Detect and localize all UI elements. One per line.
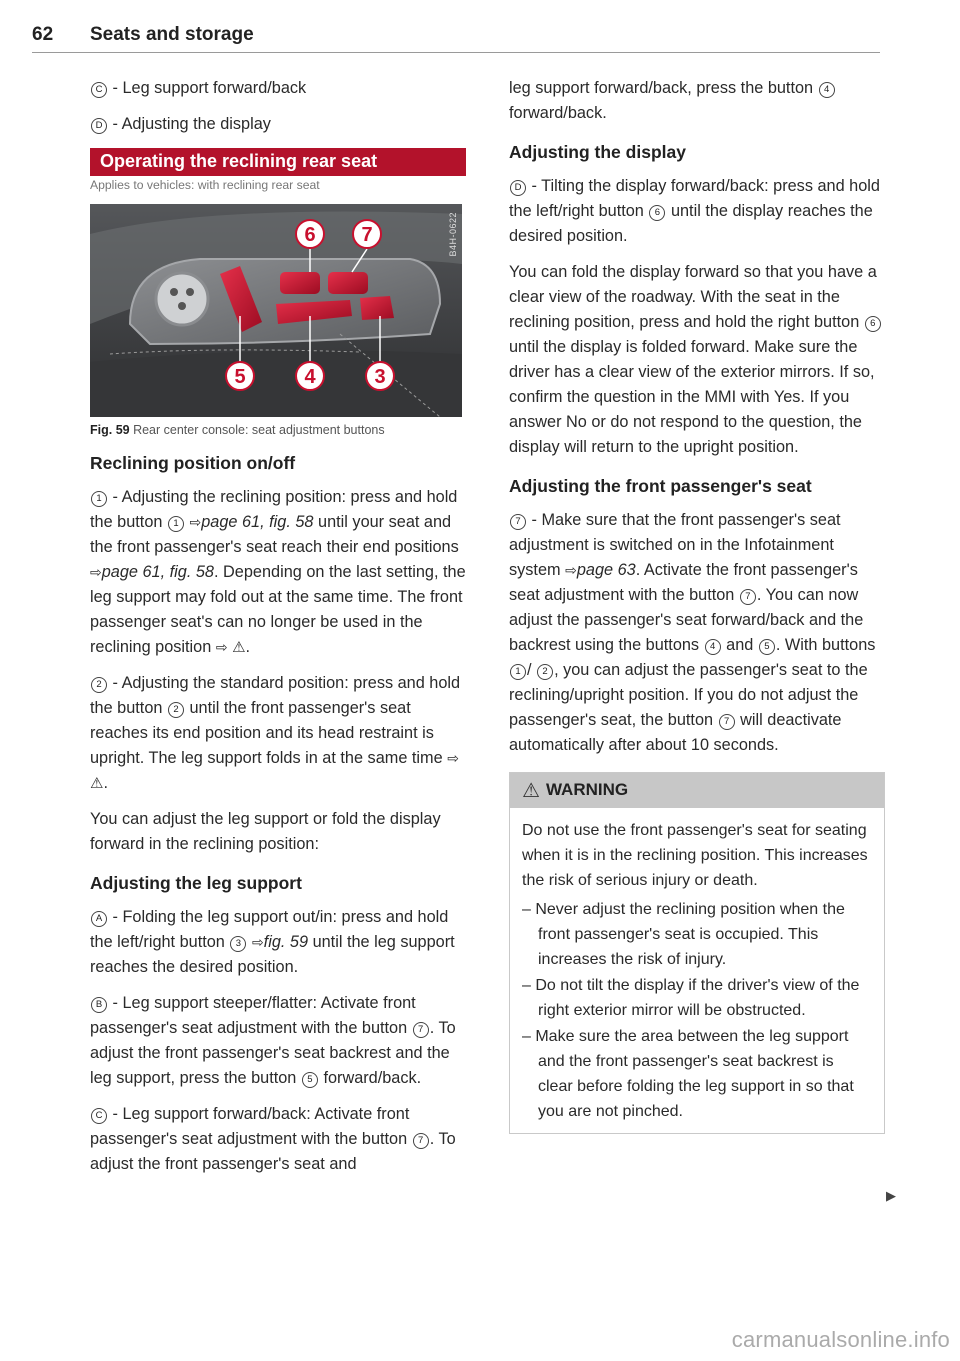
page-ref-link[interactable]: page 63 [576,561,636,579]
arrow-icon: ⇨ [90,564,102,580]
paragraph: You can fold the display forward so that you have a clear view of the roadway. With the seat in the reclining position, press and hold the right button 6 until the display is folded forward. Make sure the driver has a clear view of the exterior mirrors. If so, confirm the question in the MMI with Yes. If you answer No or do not respond to the question, the display will return to the upright position. [509,260,885,460]
paragraph: 7 - Make sure that the front passenger's seat adjustment is switched on in the Infotainment system ⇨page 63. Activate the front passenger's seat adjustment with the button 7 . You can now adjust the passenger's seat forward/back and the backrest using the buttons 4 and 5 . With buttons 1 / 2 , you can adjust the passenger's seat to the reclining/upright position. If you do not adjust the passenger's seat, the button 7 will deactivate automatically after about 10 seconds. [509,511,876,754]
warning-item: – Never adjust the reclining position when the front passenger's seat is occupied. This increases the risk of injury. [522,897,872,972]
seat-button [360,296,394,320]
paragraph: You can adjust the leg support or fold the display forward in the reclining position: [90,810,441,853]
circled-marker: 5 [759,639,775,655]
section-title: Seats and storage [90,24,254,45]
figure-caption: Fig. 59 Rear center console: seat adjustment buttons [90,423,385,437]
paragraph: leg support forward/back, press the button 4 forward/back. [509,76,885,126]
paragraph: C - Leg support forward/back: Activate front passenger's seat adjustment with the button 7 . To adjust the front passenger's seat and [90,1105,456,1173]
seat-button [328,272,368,294]
paragraph: 1 - Adjusting the reclining position: press and hold the button 1 ⇨page 61, fig. 58 until your seat and the front passenger's seat reach their end positions ⇨page 61, fig. 58. Depending on the last setting, the leg support may fold out at the same time. The front passenger seat's can no longer be used in the reclining position ⇨ ⚠. [90,488,466,656]
circled-marker: 5 [302,1072,318,1088]
warning-intro: Do not use the front passenger's seat for seating when it is in the reclining position. This increases the risk of serious injury or death. [522,822,868,889]
seat-button [280,272,320,294]
display-heading: Adjusting the display [509,142,686,162]
right-column [509,76,885,1134]
left-column [90,76,466,1188]
arrow-icon: ⇨ [565,562,577,578]
callout-label: 4 [304,366,316,388]
paragraph: A - Folding the leg support out/in: press and hold the left/right button 3 ⇨fig. 59 until the leg support reaches the desired position. [90,908,455,976]
paragraph: 2 - Adjusting the standard position: press and hold the button 2 until the front passenger's seat reaches its end position and its head restraint is upright. The leg support folds in at the same time ⇨ ⚠. [90,674,461,792]
warning-icon: ⚠ [232,639,246,656]
paragraph: B - Leg support steeper/flatter: Activate front passenger's seat adjustment with the button 7 . To adjust the front passenger's seat backrest and the leg support, press the button 5 forward/back. [90,994,456,1087]
seat-buttons-figure [90,204,462,417]
figure-id: B4H-0622 [448,212,458,257]
circled-marker: 7 [413,1022,429,1038]
arrow-icon: ⇨ [251,934,264,950]
circled-marker: 6 [649,205,665,221]
warning-box [509,772,885,1134]
circled-marker: 6 [865,316,881,332]
applies-note: Applies to vehicles: with reclining rear seat [90,178,320,192]
arrow-icon: ⇨ [447,750,459,766]
page-ref-link[interactable]: page 61, fig. 58 [201,513,314,531]
circled-marker: 4 [705,639,721,655]
section-banner: Operating the reclining rear seat [90,148,466,176]
intro-item: C - Leg support forward/back [90,76,466,101]
circled-marker: 4 [819,82,835,98]
warning-icon: ⚠ [90,775,104,792]
circled-marker: 1 [168,516,184,532]
circled-marker: 2 [91,677,107,693]
page-ref-link[interactable]: page 61, fig. 58 [101,563,214,581]
continue-arrow-icon: ▶ [886,1188,896,1203]
circled-marker: 7 [719,714,735,730]
warning-body [510,808,884,1133]
circled-marker: D [91,118,107,134]
warning-list [522,897,872,1124]
circled-marker: C [91,1108,107,1124]
page-number: 62 [32,24,54,45]
arrow-icon: ⇨ [215,639,228,655]
warning-item: – Do not tilt the display if the driver's view of the right exterior mirror will be obstructed. [522,973,872,1023]
warning-header: ⚠ WARNING [510,773,884,808]
circled-marker: 7 [510,514,526,530]
warning-icon: ⚠ [522,780,540,802]
circled-marker: B [91,997,107,1013]
circled-marker: 7 [413,1133,429,1149]
callout-label: 3 [374,366,386,388]
arrow-icon: ⇨ [189,514,202,530]
circled-marker: 3 [230,936,246,952]
console-illustration [90,204,462,417]
watermark: carmanualsonline.info [731,1327,950,1352]
leg-support-heading: Adjusting the leg support [90,873,302,893]
circled-marker: 1 [91,491,107,507]
passenger-seat-heading: Adjusting the front passenger's seat [509,476,812,496]
page-header [32,24,880,53]
circled-marker: C [91,82,107,98]
reclining-heading: Reclining position on/off [90,453,296,473]
circled-marker: D [510,180,526,196]
callout-label: 5 [234,366,246,388]
paragraph: D - Tilting the display forward/back: press and hold the left/right button 6 until the display reaches the desired position. [509,177,880,245]
circled-marker: 1 [510,664,526,680]
callout-label: 7 [361,224,373,246]
circled-marker: A [91,911,107,927]
circled-marker: 7 [740,589,756,605]
circled-marker: 2 [168,702,184,718]
fig-ref-link[interactable]: fig. 59 [263,933,309,951]
warning-item: – Make sure the area between the leg support and the front passenger's seat backrest is clear before folding the leg support in so that you are not pinched. [522,1024,872,1124]
circled-marker: 2 [537,664,553,680]
callout-label: 6 [304,224,316,246]
intro-item: D - Adjusting the display [90,112,466,137]
